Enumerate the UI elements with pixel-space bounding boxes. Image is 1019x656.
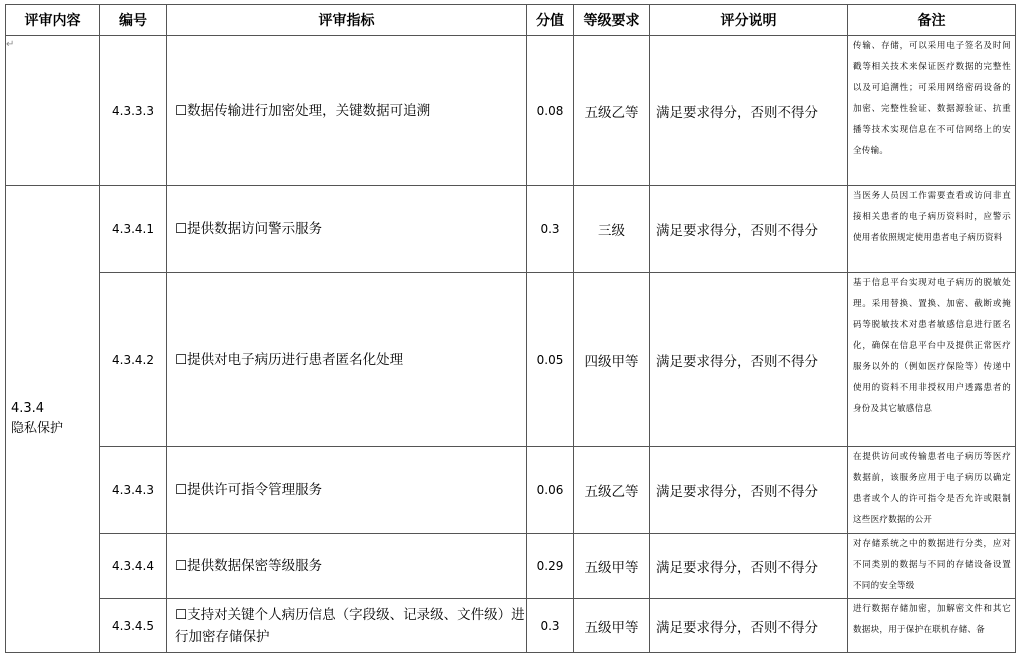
- header-explanation: 评分说明: [650, 5, 848, 36]
- indicator-cell: ☐数据传输进行加密处理，关键数据可追溯: [167, 36, 527, 186]
- score-cell: 0.05: [527, 273, 574, 447]
- score-cell: 0.08: [527, 36, 574, 186]
- note-cell: 对存储系统之中的数据进行分类，应对不同类别的数据与不同的存储设备设置不同的安全等级: [848, 534, 1016, 599]
- level-cell: 三级: [574, 186, 650, 273]
- level-cell: 五级乙等: [574, 36, 650, 186]
- table-row: [6, 36, 1016, 186]
- explanation-cell: 满足要求得分，否则不得分: [650, 36, 848, 186]
- header-id: 编号: [100, 5, 167, 36]
- evaluation-table: [5, 4, 1016, 653]
- level-cell: 五级乙等: [574, 447, 650, 534]
- category-label: 4.3.4 隐私保护: [11, 401, 64, 436]
- indicator-cell: ☐支持对关键个人病历信息（字段级、记录级、文件级）进行加密存储保护: [167, 599, 527, 653]
- category-cell: [6, 186, 100, 653]
- paragraph-mark-icon: ↵: [6, 39, 15, 50]
- id-cell: 4.3.4.4: [100, 534, 167, 599]
- id-cell: 4.3.4.5: [100, 599, 167, 653]
- note-cell: 当医务人员因工作需要查看或访问非直接相关患者的电子病历资料时，应警示使用者依照规定使用患者电子病历资料: [848, 186, 1016, 273]
- header-note: 备注: [848, 5, 1016, 36]
- indicator-cell: ☐提供对电子病历进行患者匿名化处理: [167, 273, 527, 447]
- category-cell-empty: [6, 36, 100, 186]
- table-row: [6, 273, 1016, 447]
- score-cell: 0.3: [527, 599, 574, 653]
- explanation-cell: 满足要求得分，否则不得分: [650, 447, 848, 534]
- header-row: [6, 5, 1016, 36]
- score-cell: 0.3: [527, 186, 574, 273]
- score-cell: 0.29: [527, 534, 574, 599]
- header-level: 等级要求: [574, 5, 650, 36]
- id-cell: 4.3.4.2: [100, 273, 167, 447]
- header-indicator: 评审指标: [167, 5, 527, 36]
- level-cell: 五级甲等: [574, 534, 650, 599]
- note-cell: 传输、存储，可以采用电子签名及时间戳等相关技术来保证医疗数据的完整性以及可追溯性；可采用网络密码设备的加密、完整性验证、数据源验证、抗重播等技术实现信息在不可信网络上的安全传输。: [848, 36, 1016, 186]
- indicator-cell: ☐提供数据访问警示服务: [167, 186, 527, 273]
- table-row: [6, 599, 1016, 653]
- id-cell: 4.3.4.1: [100, 186, 167, 273]
- note-cell: 基于信息平台实现对电子病历的脱敏处理。采用替换、置换、加密、截断或掩码等脱敏技术对患者敏感信息进行匿名化，确保在信息平台中及提供正常医疗服务以外的（例如医疗保险等）传递中使用的资料不用非授权用户透露患者的身份及其它敏感信息: [848, 273, 1016, 447]
- table-row: [6, 447, 1016, 534]
- note-cell: 进行数据存储加密，加解密文件和其它数据块，用于保护在联机存储、备: [848, 599, 1016, 653]
- level-cell: 五级甲等: [574, 599, 650, 653]
- explanation-cell: 满足要求得分，否则不得分: [650, 273, 848, 447]
- level-cell: 四级甲等: [574, 273, 650, 447]
- explanation-cell: 满足要求得分，否则不得分: [650, 186, 848, 273]
- note-cell: 在提供访问或传输患者电子病历等医疗数据前，该服务应用于电子病历以确定患者或个人的许可指令是否允许或限制这些医疗数据的公开: [848, 447, 1016, 534]
- header-category: 评审内容: [6, 5, 100, 36]
- id-cell: 4.3.3.3: [100, 36, 167, 186]
- table-row: [6, 186, 1016, 273]
- indicator-cell: ☐提供许可指令管理服务: [167, 447, 527, 534]
- id-cell: 4.3.4.3: [100, 447, 167, 534]
- explanation-cell: 满足要求得分，否则不得分: [650, 534, 848, 599]
- table-row: [6, 534, 1016, 599]
- score-cell: 0.06: [527, 447, 574, 534]
- header-score: 分值: [527, 5, 574, 36]
- indicator-cell: ☐提供数据保密等级服务: [167, 534, 527, 599]
- explanation-cell: 满足要求得分，否则不得分: [650, 599, 848, 653]
